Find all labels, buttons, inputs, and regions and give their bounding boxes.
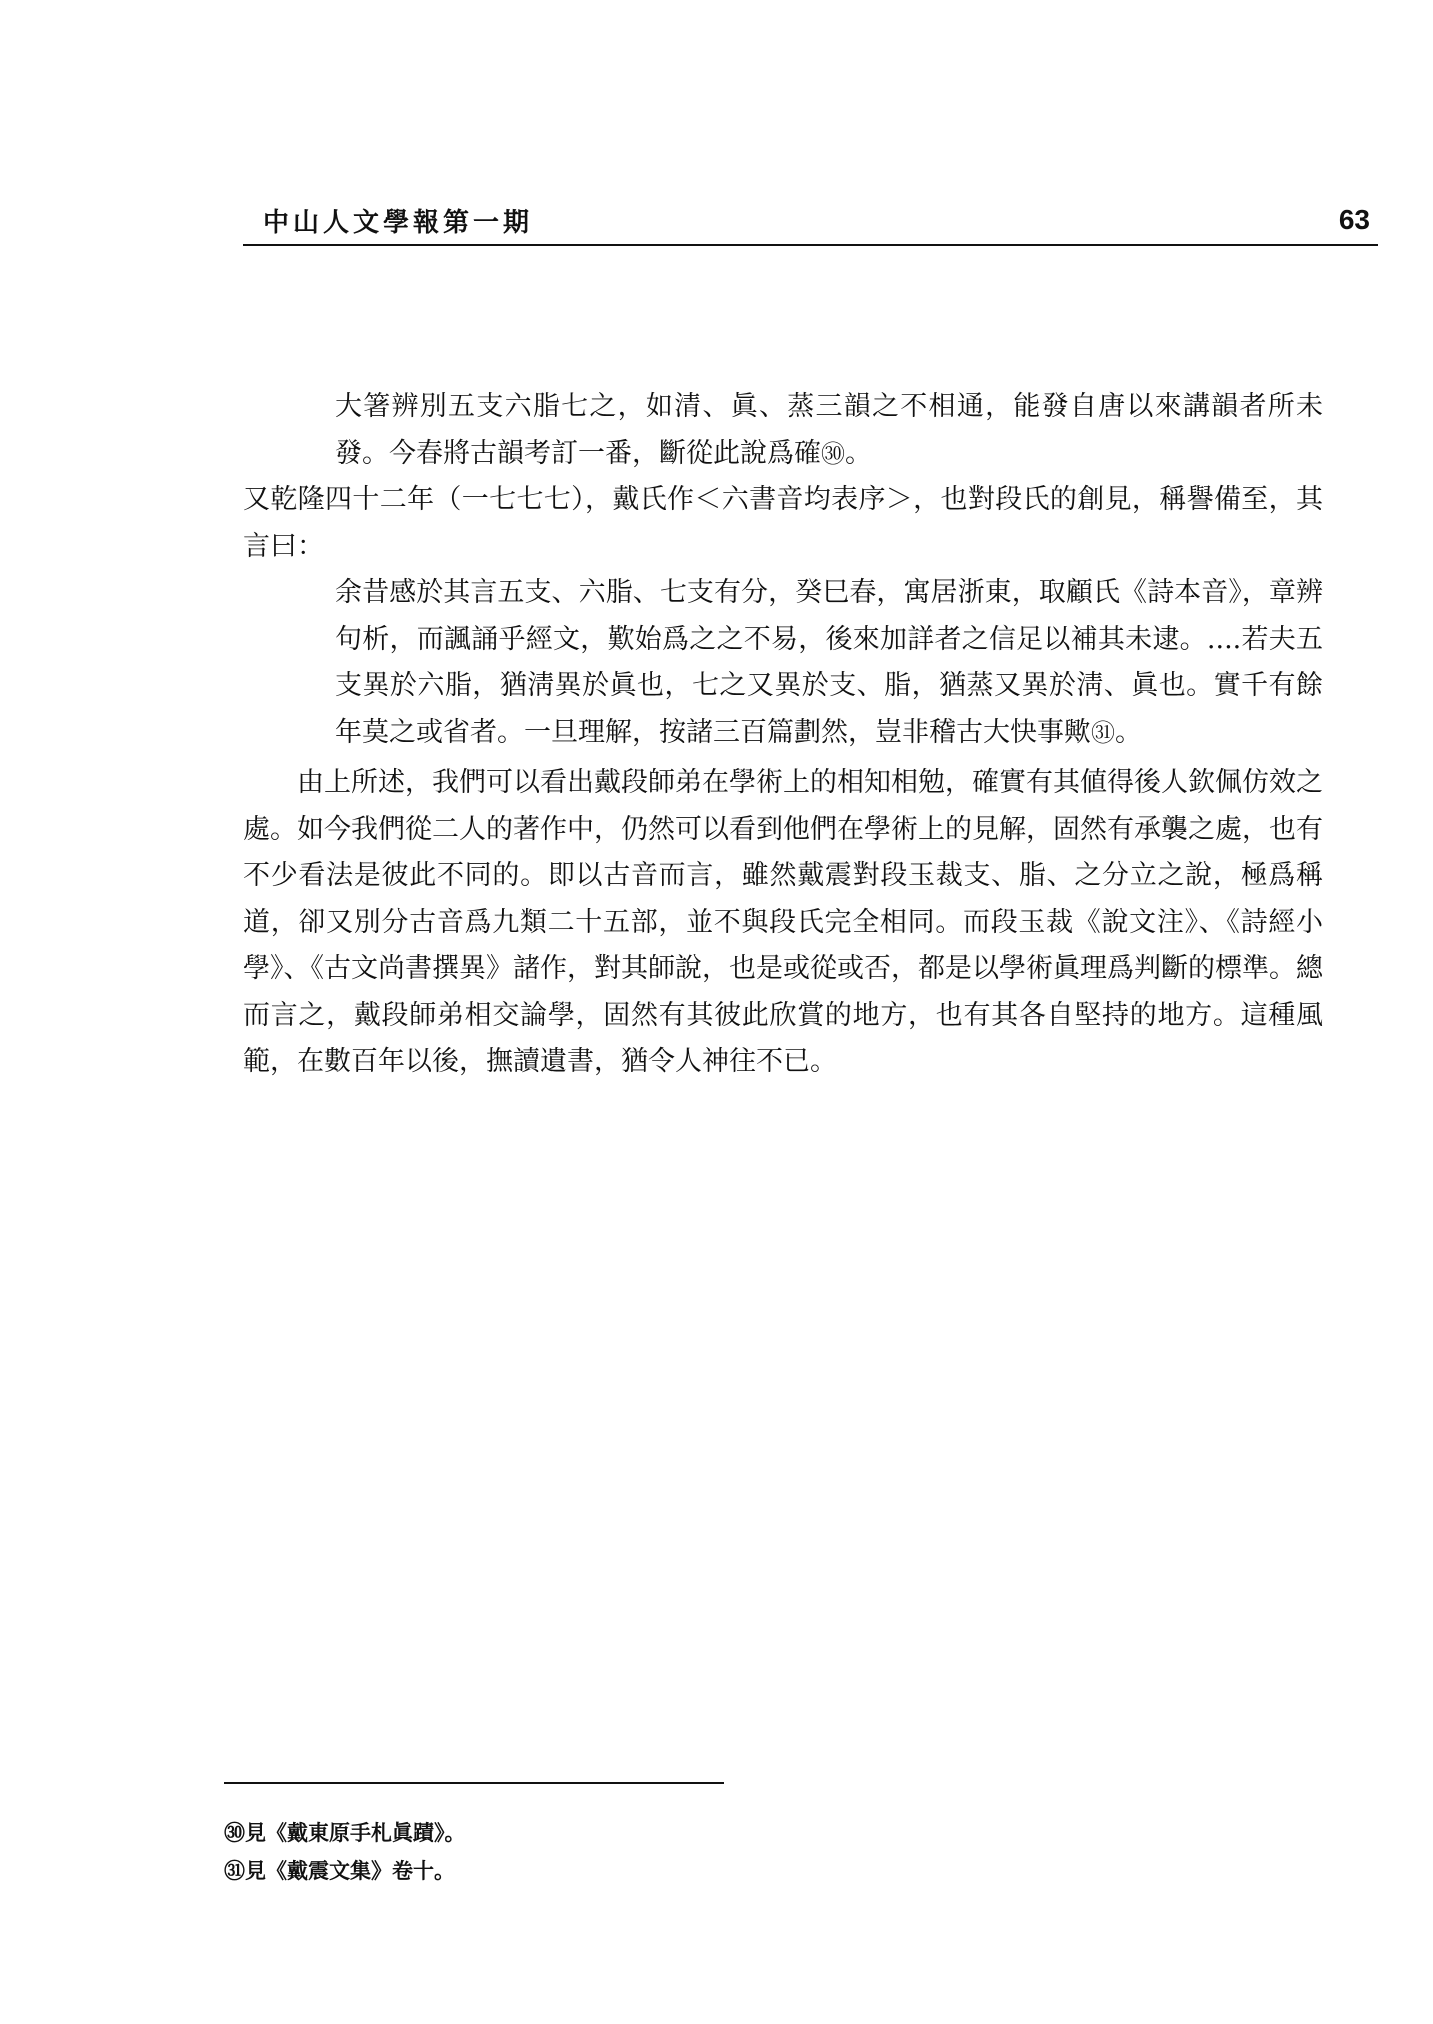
block-quote-1 bbox=[243, 384, 1323, 477]
footnotes bbox=[224, 1814, 466, 1890]
footnote-ref-30: ㉚ bbox=[821, 439, 845, 468]
quote-1-end: 。 bbox=[845, 437, 872, 469]
paragraph-1: 又乾隆四十二年（一七七七），戴氏作＜六書音均表序＞，也對段氏的創見，稱譽備至，其言曰： bbox=[243, 484, 1323, 562]
page-number: 63 bbox=[1338, 204, 1370, 235]
running-header bbox=[243, 196, 1378, 246]
footnote-divider bbox=[224, 1782, 724, 1784]
footnote-30: ㉚見《戴東原手札眞蹟》。 bbox=[224, 1821, 466, 1845]
footnote-31: ㉛見《戴震文集》卷十。 bbox=[224, 1859, 455, 1883]
quote-1-text: 大箸辨別五支六脂七之，如清、眞、蒸三韻之不相通，能發自唐以來講韻者所未發。今春將古韻考訂一番，斷從此說爲確 bbox=[335, 391, 1323, 469]
quote-2-text: 余昔感於其言五支、六脂、七支有分，癸巳春，寓居浙東，取顧氏《詩本音》，章辨句析，而諷誦乎經文，歎始爲之之不易，後來加詳者之信足以補其未逮。....若夫五支異於六脂，猶淸異於眞也，七之又異於支、脂，猶蒸又異於淸、眞也。實千有餘年莫之或省者。一旦理解，按諸三百篇劃然，豈非稽古大快事歟 bbox=[335, 577, 1323, 748]
journal-title: 中山人文學報第一期 bbox=[263, 208, 534, 238]
footnote-ref-31: ㉛ bbox=[1091, 718, 1115, 747]
block-quote-2 bbox=[243, 570, 1323, 756]
quote-2-end: 。 bbox=[1115, 716, 1142, 748]
paragraph-2: 由上所述，我們可以看出戴段師弟在學術上的相知相勉，確實有其値得後人欽佩仿效之處。如今我們從二人的著作中，仍然可以看到他們在學術上的見解，固然有承襲之處，也有不少看法是彼此不同的。即以古音而言，雖然戴震對段玉裁支、脂、之分立之說，極爲稱道，卻又別分古音爲九類二十五部，並不與段氏完全相同。而段玉裁《說文注》、《詩經小學》、《古文尚書撰異》諸作，對其師說，也是或從或否，都是以學術眞理爲判斷的標準。總而言之，戴段師弟相交論學，固然有其彼此欣賞的地方，也有其各自堅持的地方。這種風範，在數百年以後，撫讀遺書，猶令人神往不已。 bbox=[243, 767, 1323, 1077]
main-text bbox=[243, 384, 1323, 1086]
